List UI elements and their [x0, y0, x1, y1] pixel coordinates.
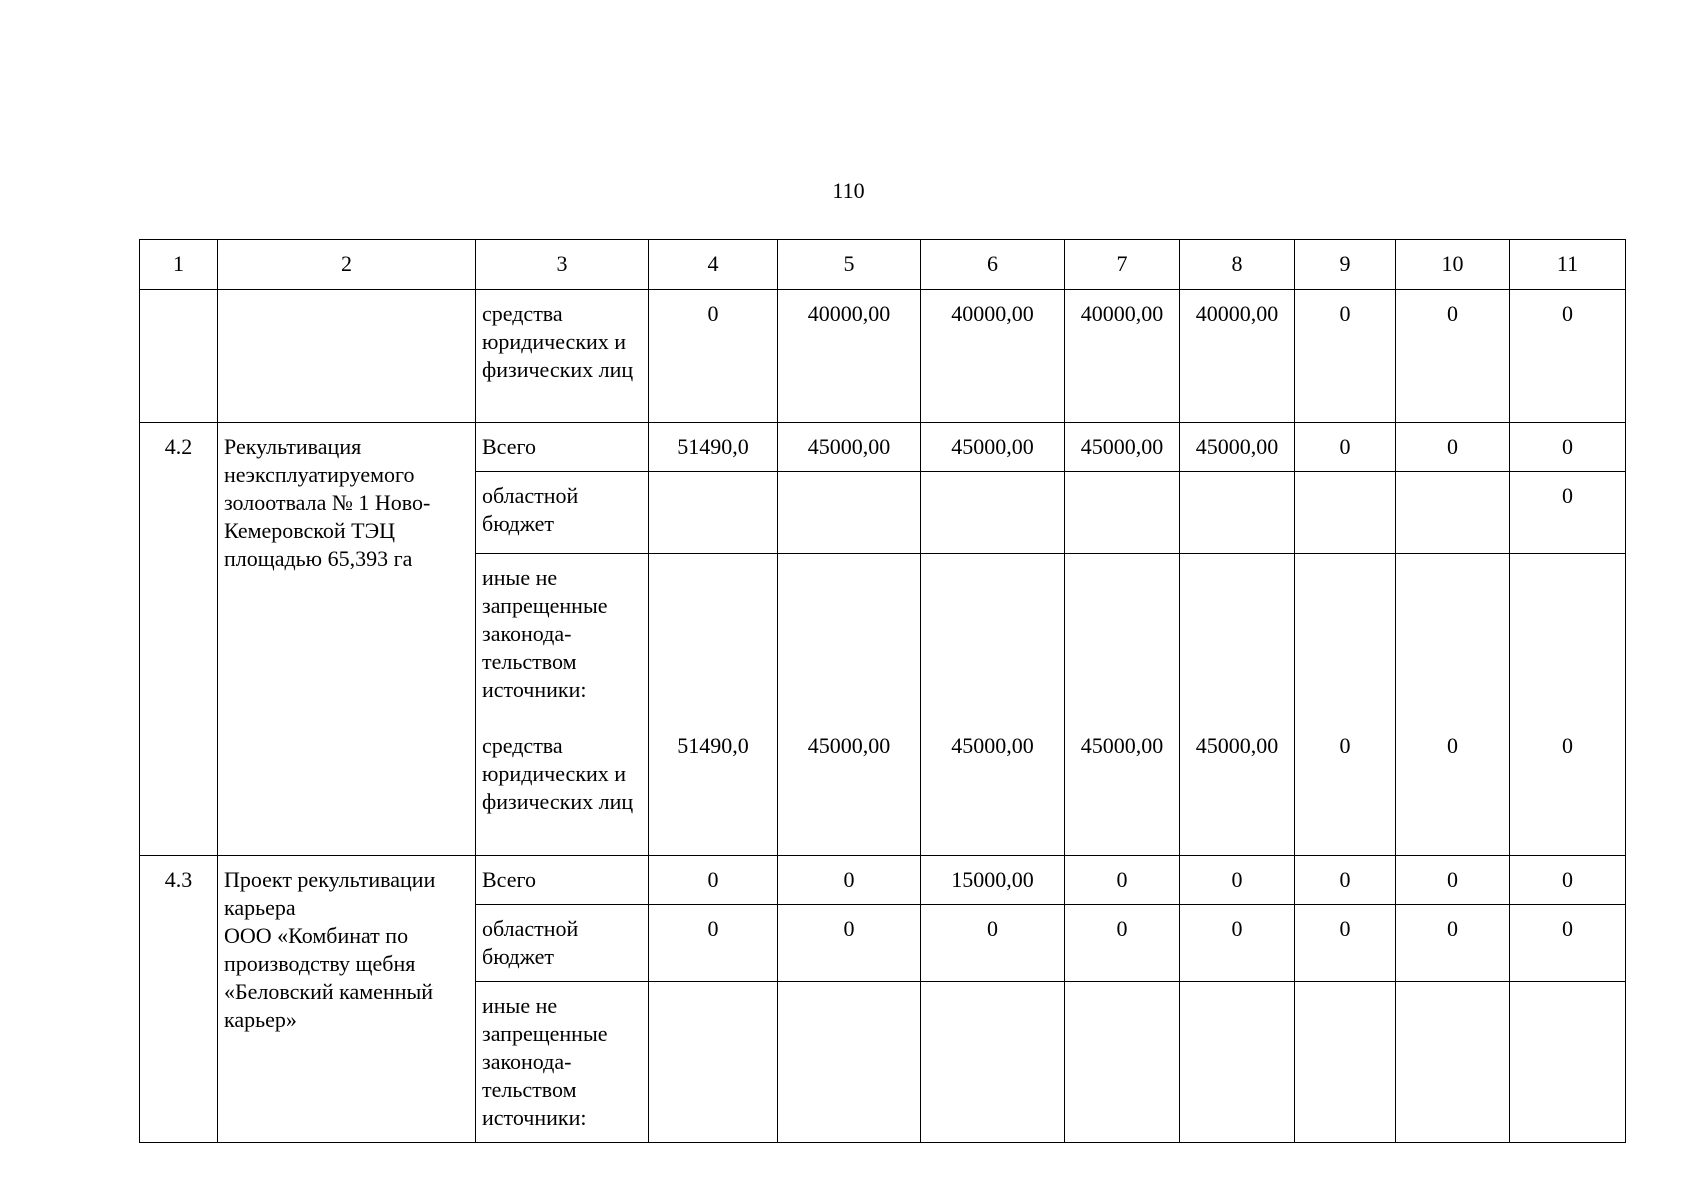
value-cell: 40000,00	[1065, 290, 1180, 423]
value-cell: 45000,00	[778, 554, 921, 856]
value-cell: 40000,00	[778, 290, 921, 423]
item-name-cell	[218, 856, 476, 1143]
item-number-cell: 4.3	[140, 856, 218, 1143]
value-cell: 0	[1510, 554, 1626, 856]
value-cell: 0	[921, 905, 1065, 982]
value-cell: 15000,00	[921, 856, 1065, 905]
table-row	[140, 423, 1626, 472]
column-number: 4	[649, 240, 778, 290]
funding-source-cell: иные не запрещенные законода-тельством источники:	[476, 982, 649, 1143]
value-cell	[1180, 982, 1295, 1143]
value-cell	[921, 982, 1065, 1143]
funding-source-cell: Всего	[476, 856, 649, 905]
value-cell: 0	[1396, 554, 1510, 856]
value-cell: 45000,00	[778, 423, 921, 472]
funding-source-cell: областной бюджет	[476, 905, 649, 982]
value-cell	[649, 472, 778, 554]
value-cell: 0	[1180, 905, 1295, 982]
item-name-line: ООО «Комбинат по производству щебня «Беловский каменный карьер»	[224, 923, 434, 1032]
item-name-cell: Рекультивация неэксплуатируемого золоотвала № 1 Ново-Кемеровской ТЭЦ площадью 65,393 га	[218, 423, 476, 856]
funding-source-cell: Всего	[476, 423, 649, 472]
value-cell	[778, 472, 921, 554]
table-row	[140, 856, 1626, 905]
value-cell	[1180, 472, 1295, 554]
column-number: 9	[1295, 240, 1396, 290]
value-cell: 0	[1295, 905, 1396, 982]
value-cell: 45000,00	[1065, 423, 1180, 472]
value-cell	[1396, 982, 1510, 1143]
value-cell	[649, 982, 778, 1143]
value-cell: 0	[1295, 856, 1396, 905]
value-cell: 0	[1180, 856, 1295, 905]
value-cell	[1295, 472, 1396, 554]
budget-table	[139, 239, 1626, 1143]
value-cell: 0	[1295, 554, 1396, 856]
value-cell: 0	[1065, 856, 1180, 905]
value-cell: 0	[649, 905, 778, 982]
column-number-row	[140, 240, 1626, 290]
column-number: 6	[921, 240, 1065, 290]
item-number-cell	[140, 290, 218, 423]
value-cell: 45000,00	[921, 554, 1065, 856]
value-cell: 45000,00	[1065, 554, 1180, 856]
value-cell: 0	[1510, 423, 1626, 472]
funding-source-cell	[476, 554, 649, 856]
value-cell: 51490,0	[649, 423, 778, 472]
item-name-line: Проект рекультивации карьера	[224, 867, 436, 920]
value-cell: 0	[1396, 423, 1510, 472]
funding-source-cell: средства юридических и физических лиц	[476, 290, 649, 423]
column-number: 5	[778, 240, 921, 290]
value-cell	[1065, 982, 1180, 1143]
value-cell: 0	[1396, 905, 1510, 982]
item-name-cell	[218, 290, 476, 423]
other-sources-label: иные не запрещенные законода-тельством источники:	[482, 565, 608, 702]
column-number: 2	[218, 240, 476, 290]
column-number: 7	[1065, 240, 1180, 290]
value-cell	[921, 472, 1065, 554]
value-cell: 0	[649, 856, 778, 905]
value-cell: 0	[1396, 290, 1510, 423]
column-number: 8	[1180, 240, 1295, 290]
column-number: 3	[476, 240, 649, 290]
value-cell: 51490,0	[649, 554, 778, 856]
value-cell: 45000,00	[921, 423, 1065, 472]
value-cell: 0	[1295, 290, 1396, 423]
value-cell	[778, 982, 921, 1143]
column-number: 10	[1396, 240, 1510, 290]
value-cell: 0	[1510, 290, 1626, 423]
value-cell	[1065, 472, 1180, 554]
value-cell: 45000,00	[1180, 554, 1295, 856]
value-cell: 0	[1510, 472, 1626, 554]
value-cell	[1510, 982, 1626, 1143]
value-cell: 45000,00	[1180, 423, 1295, 472]
value-cell	[1396, 472, 1510, 554]
value-cell: 0	[778, 856, 921, 905]
value-cell	[1295, 982, 1396, 1143]
page-number: 110	[832, 178, 865, 203]
value-cell: 40000,00	[921, 290, 1065, 423]
value-cell: 0	[778, 905, 921, 982]
column-number: 1	[140, 240, 218, 290]
value-cell: 0	[1510, 905, 1626, 982]
value-cell: 40000,00	[1180, 290, 1295, 423]
item-number-cell: 4.2	[140, 423, 218, 856]
value-cell: 0	[1295, 423, 1396, 472]
funding-source-cell: областной бюджет	[476, 472, 649, 554]
value-cell: 0	[1396, 856, 1510, 905]
value-cell: 0	[649, 290, 778, 423]
value-cell: 0	[1510, 856, 1626, 905]
table-row	[140, 290, 1626, 423]
legal-entities-label: средства юридических и физических лиц	[482, 733, 634, 814]
value-cell: 0	[1065, 905, 1180, 982]
column-number: 11	[1510, 240, 1626, 290]
